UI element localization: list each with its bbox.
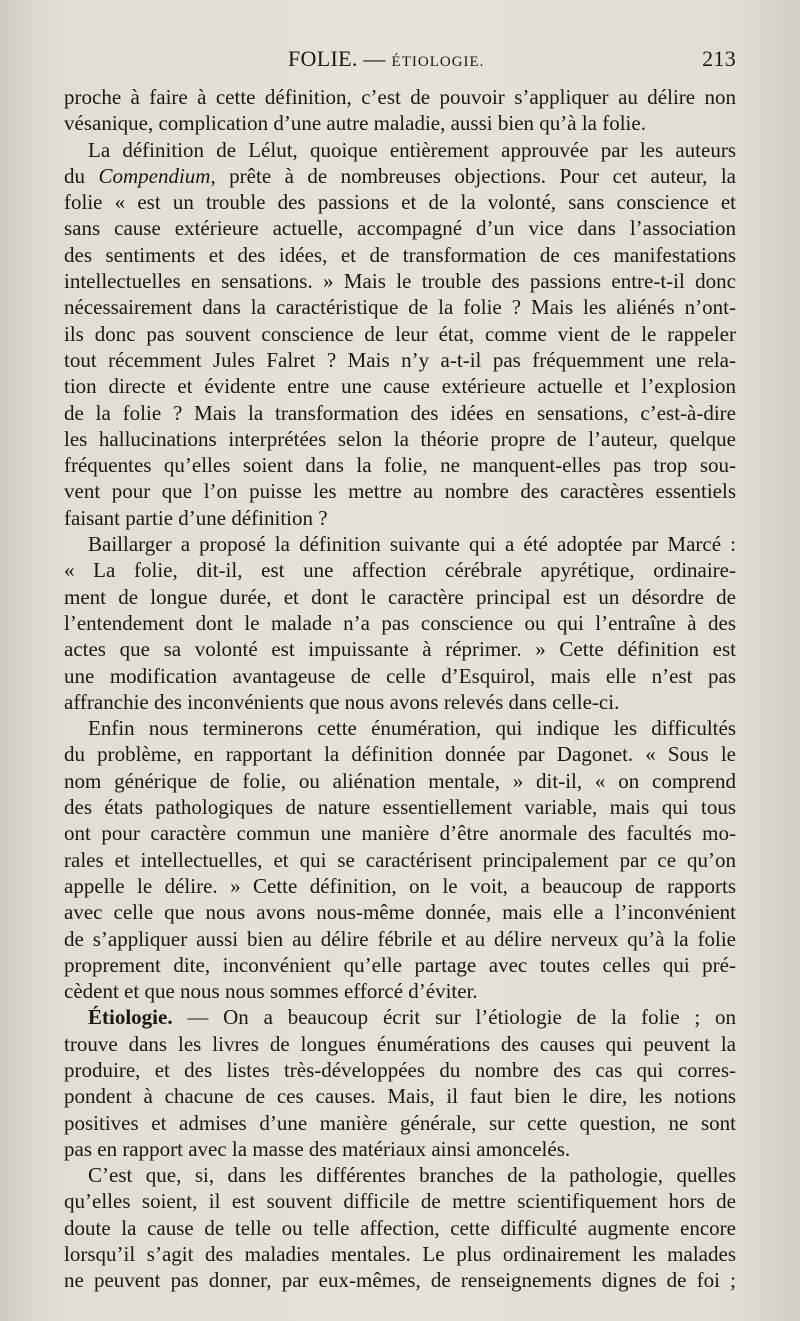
text-line: avec celle que nous avons nous-même donnée, mais elle a l’inconvénient [64,900,736,925]
text-line: lorsqu’il s’agit des maladies mentales. Le plus ordinairement les malades [64,1242,736,1267]
text-line: proprement dite, inconvénient qu’elle partage avec toutes celles qui pré- [64,952,736,977]
text-line: fréquentes qu’elles soient dans la folie, ne manquent-elles pas trop sou- [64,453,736,478]
text-line: des états pathologiques de nature essentiellement variable, mais qui tous [64,795,736,820]
text-line: actes que sa volonté est impuissante à réprimer. » Cette définition est [64,637,736,662]
text-line: La définition de Lélut, quoique entièrement approuvée par les auteurs [88,137,736,162]
text-line: faisant partie d’une définition ? [64,505,328,530]
text-line: trouve dans les livres de longues énumérations des causes qui peuvent la [64,1031,736,1056]
text-line: ils donc pas souvent conscience de leur état, comme vient de le rappeler [64,321,736,346]
text-line: Étiologie. — On a beaucoup écrit sur l’étiologie de la folie ; on [88,1005,736,1030]
text-line: qu’elles soient, il est souvent difficile de mettre scientifiquement hors de [64,1189,736,1214]
text-line: tion directe et évidente entre une cause extérieure actuelle et l’explosion [64,374,736,399]
text-line: positives et admises d’une manière générale, sur cette question, ne sont [64,1110,736,1135]
text-line: Baillarger a proposé la définition suivante qui a été adoptée par Marcé : [88,532,736,557]
text-line: ont pour caractère commun une manière d’être anormale des facultés mo- [64,821,736,846]
text-line: pas en rapport avec la masse des matériaux ainsi amoncelés. [64,1136,571,1161]
text-line: vésanique, complication d’une autre maladie, aussi bien qu’à la folie. [64,111,646,136]
text-line: cèdent et que nous nous sommes efforcé d’éviter. [64,979,478,1004]
text-line: doute la cause de telle ou telle affection, cette difficulté augmente encore [64,1215,736,1240]
text-line: tout récemment Jules Falret ? Mais n’y a-t-il pas fréquemment une rela- [64,347,736,372]
text-line: produire, et des listes très-développées du nombre des cas qui corres- [64,1057,736,1082]
text-line: affranchie des inconvénients que nous avons relevés dans celle-ci. [64,689,620,714]
text-line: C’est que, si, dans les différentes branches de la pathologie, quelles [88,1163,736,1188]
page-number: 213 [702,46,736,71]
text-line: nom générique de folie, ou aliénation mentale, » dit-il, « on comprend [64,768,736,793]
running-title-section: ÉTIOLOGIE. [391,54,485,70]
text-line: rales et intellectuelles, et qui se caractérisent principalement par ce qu’on [64,847,736,872]
text-line: une modification avantageuse de celle d’Esquirol, mais elle n’est pas [64,663,736,688]
text-line: pondent à chacune de ces causes. Mais, il faut bien le dire, les notions [64,1084,736,1109]
text-line: du Compendium, prête à de nombreuses objections. Pour cet auteur, la [64,163,736,188]
running-title-main: FOLIE. — [288,46,386,71]
section-heading: Étiologie. [88,1005,188,1030]
text-line: vent pour que l’on puisse les mettre au nombre des caractères essentiels [64,479,736,504]
text-line: de s’appliquer aussi bien au délire fébrile et au délire nerveux qu’à la folie [64,926,736,951]
body-text [64,84,736,1294]
text-line: sans cause extérieure actuelle, accompagné d’un vice dans l’association [64,216,736,241]
text-line: appelle le délire. » Cette définition, on le voit, a beaucoup de rapports [64,873,736,898]
running-title [288,46,484,72]
text-line: du problème, en rapportant la définition donnée par Dagonet. « Sous le [64,742,736,767]
text-line: « La folie, dit-il, est une affection cérébrale apyrétique, ordinaire- [64,558,736,583]
text-line: nécessairement dans la caractéristique de la folie ? Mais les aliénés n’ont- [64,295,736,320]
text-line: proche à faire à cette définition, c’est de pouvoir s’appliquer au délire non [64,85,736,109]
text-line: ment de longue durée, et dont le caractère principal est un désordre de [64,584,736,609]
text-line: folie « est un trouble des passions et de la volonté, sans conscience et [64,190,736,215]
text-line: de la folie ? Mais la transformation des idées en sensations, c’est-à-dire [64,400,736,425]
text-line: Enfin nous terminerons cette énumération, qui indique les difficultés [88,716,736,741]
running-header [64,46,736,78]
text-line: intellectuelles en sensations. » Mais le trouble des passions entre-t-il donc [64,269,736,294]
text-line: les hallucinations interprétées selon la théorie propre de l’auteur, quelque [64,426,736,451]
text-line: des sentiments et des idées, et de transformation de ces manifestations [64,242,736,267]
text-line: ne peuvent pas donner, par eux-mêmes, de renseignements dignes de foi ; [64,1268,736,1293]
text-line: l’entendement dont le malade n’a pas conscience ou qui l’entraîne à des [64,610,736,635]
